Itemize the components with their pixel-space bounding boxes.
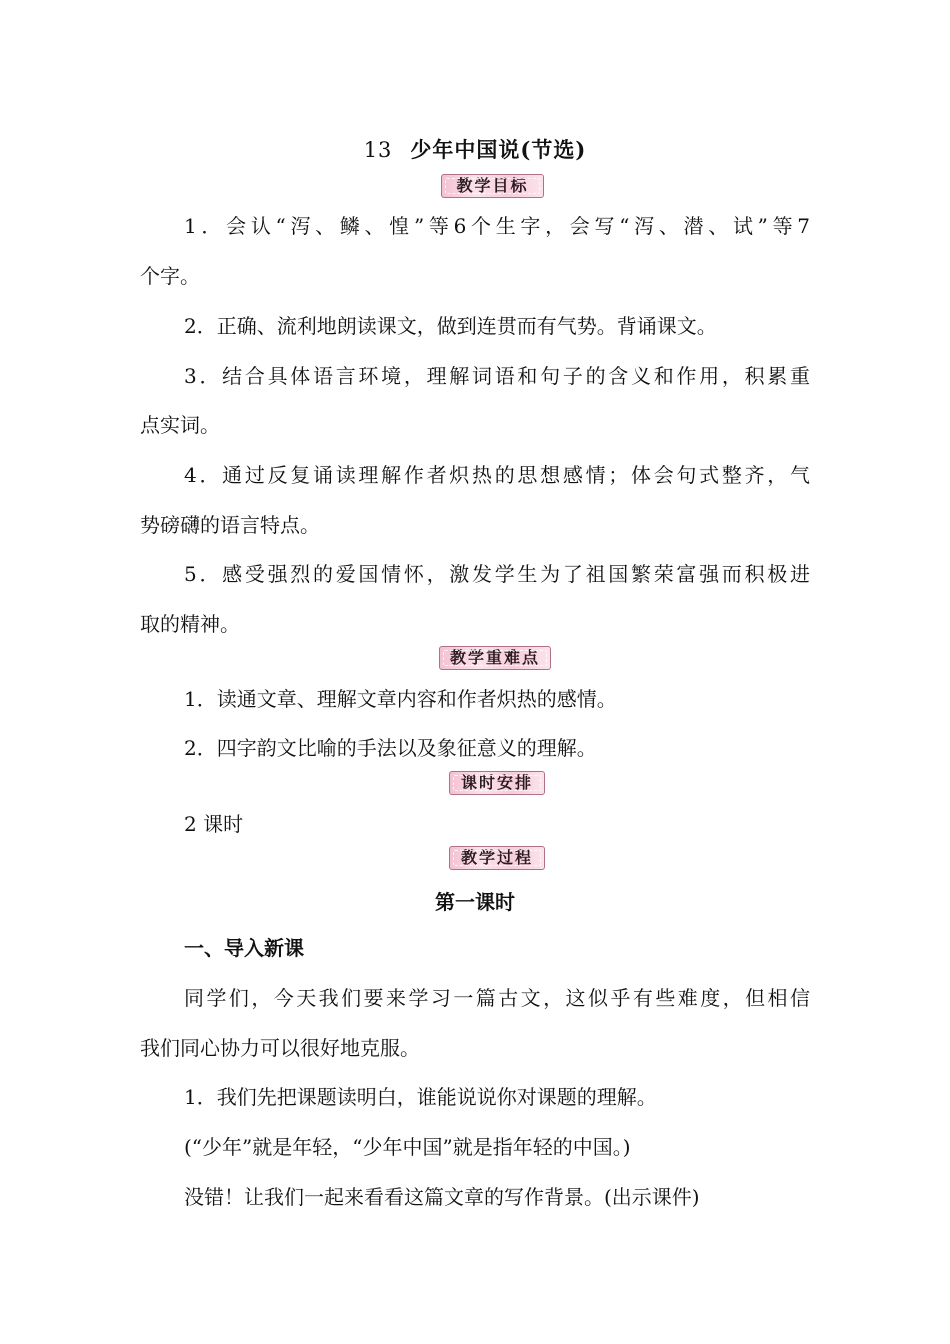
step-1-text: 1．我们先把课题读明白，谁能说说你对课题的理解。	[184, 1085, 657, 1109]
step-1-answer: (“少年”就是年轻，“少年中国”就是指年轻的中国。)	[184, 1135, 631, 1159]
badge-key-points: 教学重难点	[439, 646, 551, 670]
key-point-1: 1．读通文章、理解文章内容和作者炽热的感情。	[184, 687, 617, 711]
section-heading-intro: 一、导入新课	[184, 936, 304, 960]
key-point-2: 2．四字韵文比喻的手法以及象征意义的理解。	[184, 736, 597, 760]
objective-2: 2．正确、流利地朗读课文，做到连贯而有气势。背诵课文。	[184, 314, 717, 338]
objective-1-line-2: 个字。	[140, 264, 200, 288]
badge-teaching-objectives: 教学目标	[441, 174, 544, 198]
objective-1-line-1: 1．会认“泻、鳞、惶”等6个生字，会写“泻、潜、试”等7	[184, 214, 810, 238]
lesson-title-text: 少年中国说(节选)	[410, 137, 587, 162]
objective-5-line-2: 取的精神。	[140, 612, 240, 636]
badge-class-schedule: 课时安排	[449, 771, 545, 795]
lesson-number: 13	[363, 138, 393, 162]
objective-3-line-1: 3．结合具体语言环境，理解词语和句子的含义和作用，积累重	[184, 364, 810, 388]
objective-3-line-2: 点实词。	[140, 413, 220, 437]
schedule-text: 2 课时	[184, 812, 244, 836]
lesson-title	[0, 134, 950, 164]
background-prompt: 没错！让我们一起来看看这篇文章的写作背景。(出示课件)	[184, 1185, 700, 1209]
first-lesson-heading: 第一课时	[435, 890, 515, 914]
objective-4-line-2: 势磅礴的语言特点。	[140, 513, 320, 537]
badge-teaching-process: 教学过程	[449, 846, 545, 870]
objective-5-line-1: 5．感受强烈的爱国情怀，激发学生为了祖国繁荣富强而积极进	[184, 562, 810, 586]
objective-4-line-1: 4．通过反复诵读理解作者炽热的思想感情；体会句式整齐，气	[184, 463, 810, 487]
intro-paragraph-line-1: 同学们，今天我们要来学习一篇古文，这似乎有些难度，但相信	[184, 986, 810, 1010]
intro-paragraph-line-2: 我们同心协力可以很好地克服。	[140, 1036, 420, 1060]
